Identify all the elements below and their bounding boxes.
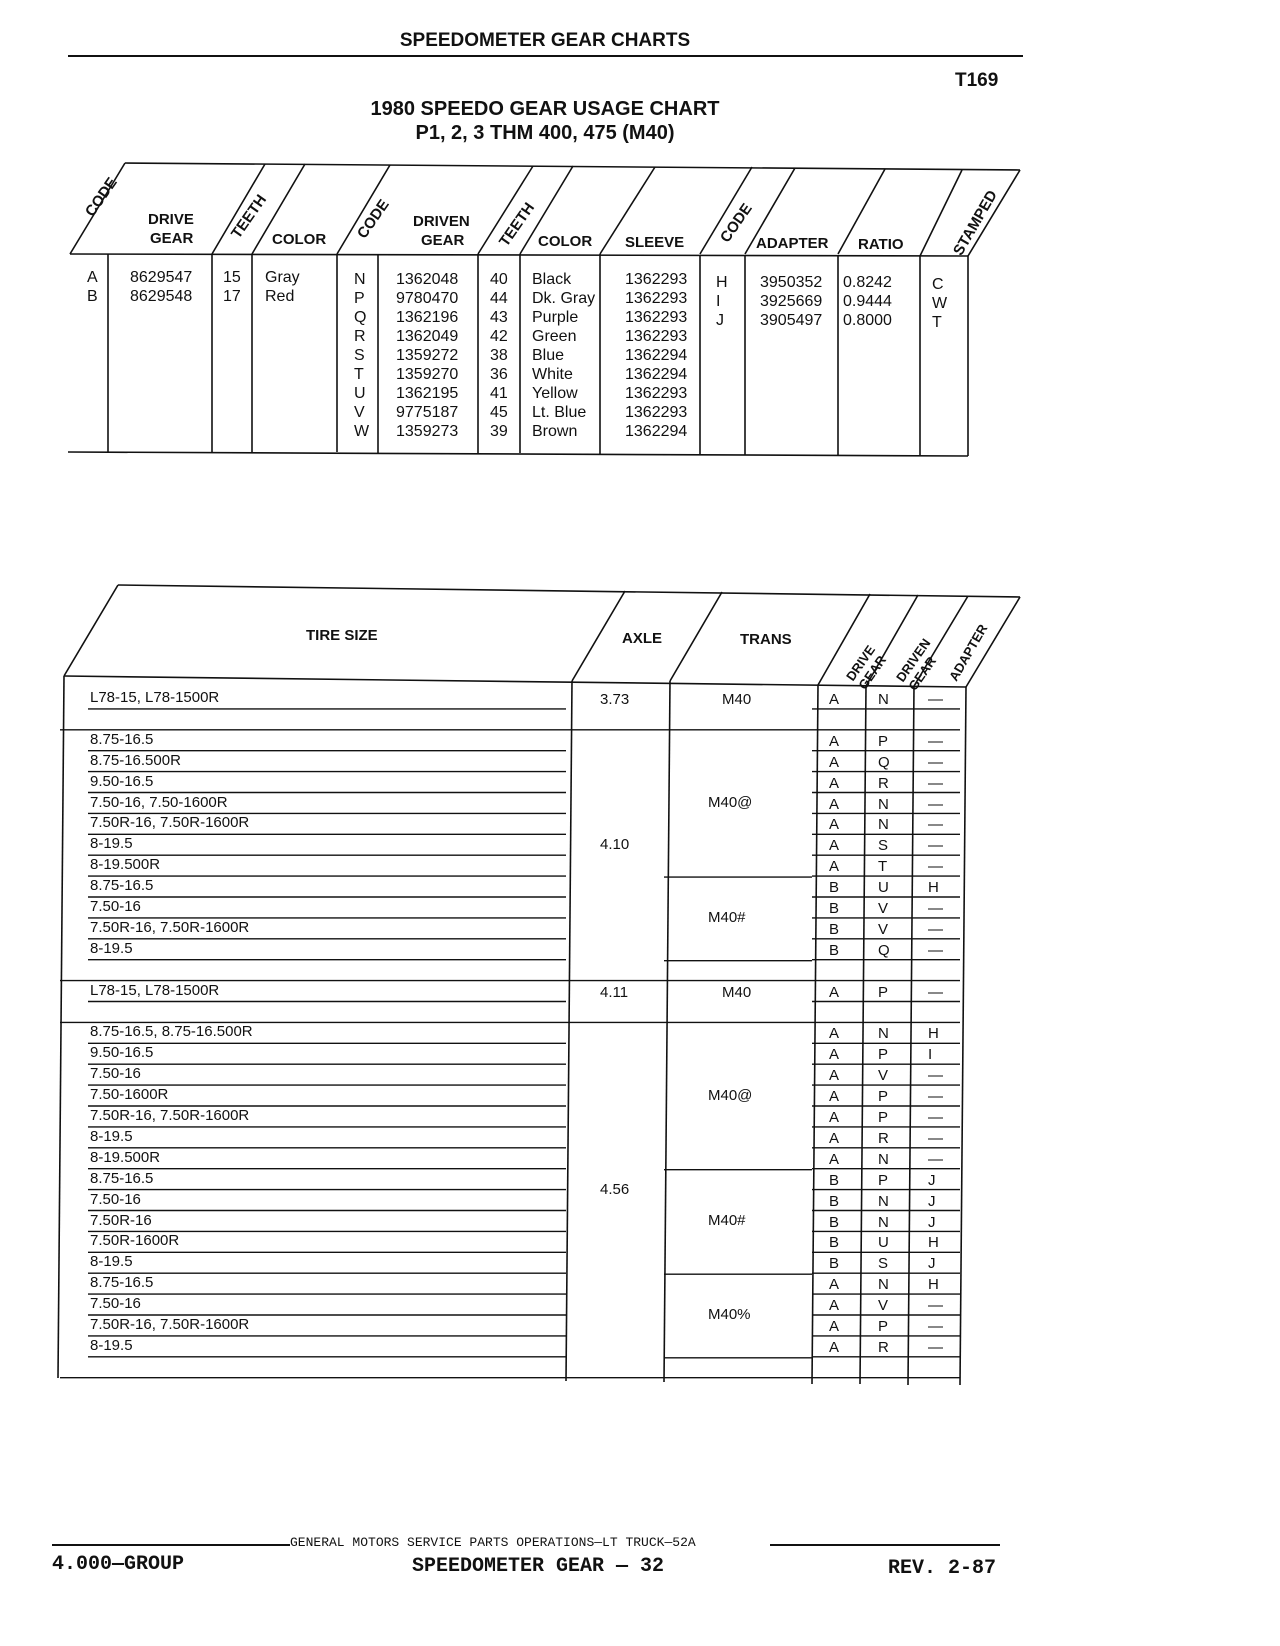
adapter-cell: J bbox=[928, 1192, 936, 1210]
ratio-cell: 0.9444 bbox=[843, 293, 892, 310]
tire-size-cell: 7.50-16 bbox=[90, 1190, 141, 1208]
adapter-part-cell: 3925669 bbox=[760, 293, 823, 310]
adapter-part-cell: 3950352 bbox=[760, 274, 823, 291]
driven-gear-cell: P bbox=[878, 983, 889, 1001]
driven-gear-cell: P bbox=[878, 1109, 889, 1126]
driven-teeth-cell: 43 bbox=[490, 309, 508, 326]
adapter-cell: — bbox=[928, 1129, 943, 1147]
driven-code-cell: V bbox=[354, 404, 365, 421]
drive-gear-col-header: DRIVE GEAR bbox=[843, 642, 890, 693]
driven-part-cell: 1362049 bbox=[396, 328, 459, 345]
drive-part-cell: 8629547 bbox=[130, 269, 193, 286]
drive-gear-cell: A bbox=[829, 837, 840, 855]
driven-teeth-cell: 45 bbox=[490, 404, 508, 421]
adapter-cell: — bbox=[928, 774, 943, 792]
drive-gear-cell: B bbox=[829, 920, 840, 938]
ratio-cell: 0.8000 bbox=[843, 312, 892, 329]
sleeve-cell: 1362293 bbox=[625, 309, 688, 326]
driven-teeth-cell: 38 bbox=[490, 347, 508, 364]
drive-gear-cell: B bbox=[829, 1171, 840, 1189]
tire-size-cell: L78-15, L78-1500R bbox=[90, 689, 220, 706]
adapter-cell: — bbox=[928, 795, 943, 813]
driven-part-cell: 1359273 bbox=[396, 423, 459, 440]
driven-gear-cell: N bbox=[878, 1025, 889, 1043]
drive-gear-cell: A bbox=[829, 1109, 840, 1126]
adapter-cell: — bbox=[928, 837, 943, 855]
adapter-cell: — bbox=[928, 983, 943, 1001]
drive-gear-cell: B bbox=[829, 1255, 840, 1273]
adapter-cell: — bbox=[928, 900, 943, 917]
tire-size-cell: 7.50R-16, 7.50R-1600R bbox=[90, 918, 250, 936]
footer-rule-right bbox=[770, 1544, 1000, 1546]
driven-part-cell: 9775187 bbox=[396, 404, 459, 421]
driven-color-cell: Dk. Gray bbox=[532, 290, 596, 307]
adapter-cell: I bbox=[928, 1046, 933, 1064]
driven-gear-cell: R bbox=[878, 774, 889, 792]
drive-gear-cell: A bbox=[829, 816, 840, 834]
adapter-cell: H bbox=[928, 1025, 939, 1043]
driven-gear-cell: P bbox=[878, 1046, 889, 1064]
tire-size-cell: L78-15, L78-1500R bbox=[90, 981, 220, 999]
driven-part-cell: 1362195 bbox=[396, 385, 459, 402]
adapter-code-cell: H bbox=[716, 274, 728, 291]
driven-code-cell: S bbox=[354, 347, 365, 364]
driven-code-cell: P bbox=[354, 290, 365, 307]
adapter-cell: — bbox=[928, 1109, 943, 1126]
drive-gear-cell: A bbox=[829, 983, 840, 1001]
adapter-cell: — bbox=[928, 1088, 943, 1106]
driven-color-cell: Blue bbox=[532, 347, 565, 364]
tire-size-cell: 8-19.5 bbox=[90, 1127, 133, 1145]
sleeve-cell: 1362294 bbox=[625, 423, 688, 440]
adapter-col-header: ADAPTER bbox=[946, 621, 991, 684]
driven-part-cell: 1359270 bbox=[396, 366, 459, 383]
chart-title-line1: 1980 SPEEDO GEAR USAGE CHART bbox=[370, 98, 720, 120]
tire-size-cell: 8.75-16.5 bbox=[90, 1274, 154, 1292]
drive-gear-cell: A bbox=[829, 1297, 840, 1315]
adapter-cell: — bbox=[928, 732, 943, 750]
trans-cell: M40 bbox=[722, 691, 752, 708]
driven-code-cell: T bbox=[354, 366, 364, 383]
drive-gear-cell: B bbox=[829, 900, 840, 917]
driven-code-cell: R bbox=[354, 328, 366, 345]
sleeve-cell: 1362294 bbox=[625, 366, 688, 383]
drive-gear-header-1: DRIVE bbox=[148, 211, 194, 228]
driven-gear-cell: T bbox=[878, 858, 888, 876]
driven-teeth-cell: 42 bbox=[490, 328, 508, 345]
adapter-header: ADAPTER bbox=[756, 235, 829, 252]
sleeve-cell: 1362293 bbox=[625, 290, 688, 307]
driven-gear-cell: V bbox=[878, 920, 889, 938]
trans-cell: M40@ bbox=[708, 793, 753, 811]
driven-part-cell: 1362196 bbox=[396, 309, 459, 326]
adapter-cell: — bbox=[928, 1297, 943, 1315]
ratio-header: RATIO bbox=[858, 236, 904, 253]
adapter-cell: — bbox=[928, 1318, 943, 1335]
tire-size-cell: 7.50-1600R bbox=[90, 1086, 169, 1104]
driven-gear-cell: N bbox=[878, 691, 889, 708]
chart-title-line2: P1, 2, 3 THM 400, 475 (M40) bbox=[415, 122, 675, 144]
adapter-cell: H bbox=[928, 879, 939, 897]
drive-part-cell: 8629548 bbox=[130, 288, 193, 305]
adapter-cell: — bbox=[928, 941, 943, 959]
stamped-cell: W bbox=[932, 295, 948, 312]
sleeve-cell: 1362293 bbox=[625, 271, 688, 288]
drive-color-header: COLOR bbox=[272, 231, 327, 248]
driven-color-cell: White bbox=[532, 366, 573, 383]
tire-size-cell: 8-19.5 bbox=[90, 1253, 133, 1271]
driven-gear-cell: Q bbox=[878, 753, 890, 771]
stamped-header: STAMPED bbox=[950, 187, 1001, 259]
driven-gear-cell: P bbox=[878, 1088, 889, 1106]
drive-gear-cell: A bbox=[829, 858, 840, 876]
driven-teeth-cell: 44 bbox=[490, 290, 508, 307]
adapter-cell: H bbox=[928, 1276, 939, 1294]
footer-revision: REV. 2-87 bbox=[888, 1557, 997, 1580]
driven-color-cell: Lt. Blue bbox=[532, 404, 587, 421]
driven-gear-cell: N bbox=[878, 1150, 889, 1168]
tire-size-cell: 7.50R-1600R bbox=[90, 1232, 180, 1250]
tire-size-cell: 7.50R-16, 7.50R-1600R bbox=[90, 1107, 250, 1124]
driven-gear-cell: P bbox=[878, 1318, 889, 1335]
drive-gear-cell: A bbox=[829, 1067, 840, 1085]
tire-size-cell: 7.50-16 bbox=[90, 898, 141, 915]
drive-gear-cell: A bbox=[829, 1338, 840, 1356]
driven-part-cell: 1359272 bbox=[396, 347, 459, 364]
adapter-cell: — bbox=[928, 753, 943, 771]
driven-code-cell: Q bbox=[354, 309, 367, 326]
driven-gear-cell: S bbox=[878, 1255, 889, 1273]
stamped-cell: C bbox=[932, 276, 944, 293]
adapter-cell: — bbox=[928, 1150, 943, 1168]
tire-size-cell: 7.50-16 bbox=[90, 1065, 141, 1083]
adapter-cell: — bbox=[928, 816, 943, 834]
drive-color-cell: Red bbox=[265, 288, 295, 305]
drive-gear-cell: A bbox=[829, 1276, 840, 1294]
driven-gear-cell: Q bbox=[878, 941, 890, 959]
adapter-cell: — bbox=[928, 920, 943, 938]
axle-header: AXLE bbox=[622, 630, 663, 647]
sleeve-cell: 1362293 bbox=[625, 385, 688, 402]
driven-code-cell: N bbox=[354, 271, 366, 288]
driven-gear-cell: R bbox=[878, 1338, 889, 1356]
adapter-cell: J bbox=[928, 1213, 936, 1231]
tire-size-cell: 8-19.500R bbox=[90, 1148, 161, 1166]
drive-teeth-header: TEETH bbox=[228, 191, 271, 242]
tire-size-cell: 8-19.5 bbox=[90, 835, 133, 853]
drive-code-cell: A bbox=[87, 269, 98, 286]
footer-center-line: GENERAL MOTORS SERVICE PARTS OPERATIONS—LT TRUCK—52A bbox=[290, 1535, 696, 1550]
driven-teeth-cell: 41 bbox=[490, 385, 508, 402]
driven-code-cell: W bbox=[354, 423, 370, 440]
drive-teeth-cell: 15 bbox=[223, 269, 241, 286]
tire-size-cell: 8.75-16.500R bbox=[90, 751, 181, 769]
driven-gear-cell: P bbox=[878, 1171, 889, 1189]
drive-gear-cell: A bbox=[829, 732, 840, 750]
drive-gear-cell: A bbox=[829, 795, 840, 813]
drive-gear-cell: A bbox=[829, 1129, 840, 1147]
drive-gear-cell: B bbox=[829, 1192, 840, 1210]
tire-size-cell: 8-19.5 bbox=[90, 1336, 133, 1354]
trans-header: TRANS bbox=[740, 631, 792, 648]
adapter-cell: J bbox=[928, 1171, 936, 1189]
drive-gear-cell: B bbox=[829, 879, 840, 897]
tire-size-cell: 8.75-16.5, 8.75-16.500R bbox=[90, 1023, 253, 1041]
drive-gear-cell: A bbox=[829, 774, 840, 792]
axle-cell: 4.11 bbox=[600, 983, 629, 1001]
driven-teeth-cell: 40 bbox=[490, 271, 508, 288]
axle-cell: 3.73 bbox=[600, 691, 630, 708]
driven-gear-cell: P bbox=[878, 732, 889, 750]
footer-group: 4.000—GROUP bbox=[52, 1553, 185, 1576]
tire-size-cell: 8-19.5 bbox=[90, 939, 133, 957]
driven-gear-cell: V bbox=[878, 1297, 889, 1315]
drive-gear-cell: A bbox=[829, 1150, 840, 1168]
tire-size-cell: 8.75-16.5 bbox=[90, 730, 154, 748]
driven-color-cell: Brown bbox=[532, 423, 578, 440]
drive-gear-cell: B bbox=[829, 1234, 840, 1252]
adapter-cell: J bbox=[928, 1255, 936, 1273]
driven-gear-cell: V bbox=[878, 900, 889, 917]
drive-gear-header-2: GEAR bbox=[150, 230, 194, 247]
driven-gear-cell: V bbox=[878, 1067, 889, 1085]
axle-cell: 4.56 bbox=[600, 1180, 630, 1198]
driven-gear-col-header: DRIVEN GEAR bbox=[893, 635, 940, 694]
adapter-cell: H bbox=[928, 1234, 939, 1252]
drive-gear-cell: B bbox=[829, 1213, 840, 1231]
drive-gear-cell: A bbox=[829, 691, 840, 708]
driven-code-header: CODE bbox=[354, 196, 393, 242]
sleeve-header: SLEEVE bbox=[625, 234, 685, 251]
driven-gear-cell: U bbox=[878, 879, 889, 897]
sleeve-cell: 1362293 bbox=[625, 404, 688, 421]
tire-size-cell: 8.75-16.5 bbox=[90, 1169, 154, 1187]
stamped-cell: T bbox=[932, 314, 942, 331]
drive-color-cell: Gray bbox=[265, 269, 300, 286]
ratio-cell: 0.8242 bbox=[843, 274, 892, 291]
tire-size-cell: 7.50R-16, 7.50R-1600R bbox=[90, 814, 250, 832]
page-code: T169 bbox=[955, 70, 999, 91]
driven-gear-cell: N bbox=[878, 1276, 889, 1294]
tire-size-cell: 9.50-16.5 bbox=[90, 1044, 154, 1062]
trans-cell: M40 bbox=[722, 983, 752, 1001]
sleeve-cell: 1362294 bbox=[625, 347, 688, 364]
adapter-code-cell: J bbox=[716, 312, 724, 329]
adapter-cell: — bbox=[928, 1338, 943, 1356]
driven-code-cell: U bbox=[354, 385, 366, 402]
driven-gear-header-1: DRIVEN bbox=[413, 213, 470, 230]
adapter-cell: — bbox=[928, 691, 943, 708]
sleeve-cell: 1362293 bbox=[625, 328, 688, 345]
driven-color-header: COLOR bbox=[538, 233, 593, 250]
driven-color-cell: Green bbox=[532, 328, 577, 345]
driven-gear-cell: N bbox=[878, 795, 889, 813]
trans-cell: M40# bbox=[708, 1211, 746, 1229]
footer-rule-left bbox=[52, 1544, 290, 1546]
tire-size-cell: 8-19.500R bbox=[90, 856, 161, 874]
driven-color-cell: Purple bbox=[532, 309, 579, 326]
drive-gear-cell: A bbox=[829, 1318, 840, 1335]
drive-gear-cell: A bbox=[829, 753, 840, 771]
drive-code-cell: B bbox=[87, 288, 98, 305]
driven-teeth-header: TEETH bbox=[496, 199, 539, 250]
tire-size-cell: 7.50-16 bbox=[90, 1295, 141, 1313]
adapter-cell: — bbox=[928, 1067, 943, 1085]
driven-part-cell: 1362048 bbox=[396, 271, 459, 288]
drive-gear-cell: A bbox=[829, 1088, 840, 1106]
driven-part-cell: 9780470 bbox=[396, 290, 459, 307]
page-title: SPEEDOMETER GEAR CHARTS bbox=[399, 30, 691, 51]
driven-gear-cell: S bbox=[878, 837, 889, 855]
tire-size-header: TIRE SIZE bbox=[306, 627, 378, 644]
driven-teeth-cell: 36 bbox=[490, 366, 508, 383]
adapter-code-header: CODE bbox=[717, 200, 756, 246]
drive-teeth-cell: 17 bbox=[223, 288, 241, 305]
drive-gear-cell: B bbox=[829, 941, 840, 959]
tire-size-cell: 7.50R-16 bbox=[90, 1211, 152, 1229]
driven-gear-cell: N bbox=[878, 1192, 889, 1210]
trans-cell: M40@ bbox=[708, 1086, 753, 1104]
driven-gear-cell: N bbox=[878, 816, 889, 834]
drive-gear-cell: A bbox=[829, 1046, 840, 1064]
tire-size-cell: 8.75-16.5 bbox=[90, 877, 154, 895]
adapter-code-cell: I bbox=[716, 293, 721, 310]
tire-size-cell: 7.50R-16, 7.50R-1600R bbox=[90, 1316, 250, 1333]
trans-cell: M40# bbox=[708, 908, 746, 926]
driven-teeth-cell: 39 bbox=[490, 423, 508, 440]
driven-gear-cell: R bbox=[878, 1129, 889, 1147]
adapter-part-cell: 3905497 bbox=[760, 312, 823, 329]
adapter-cell: — bbox=[928, 858, 943, 876]
footer-section: SPEEDOMETER GEAR — 32 bbox=[412, 1555, 665, 1578]
driven-gear-cell: N bbox=[878, 1213, 889, 1231]
drive-gear-cell: A bbox=[829, 1025, 840, 1043]
tire-size-cell: 9.50-16.5 bbox=[90, 772, 154, 790]
trans-cell: M40% bbox=[708, 1306, 751, 1323]
drive-code-header: CODE bbox=[82, 174, 121, 220]
driven-gear-cell: U bbox=[878, 1234, 889, 1252]
driven-color-cell: Yellow bbox=[532, 385, 578, 402]
axle-cell: 4.10 bbox=[600, 835, 630, 853]
driven-gear-header-2: GEAR bbox=[421, 232, 465, 249]
tire-size-cell: 7.50-16, 7.50-1600R bbox=[90, 793, 228, 811]
driven-color-cell: Black bbox=[532, 271, 572, 288]
